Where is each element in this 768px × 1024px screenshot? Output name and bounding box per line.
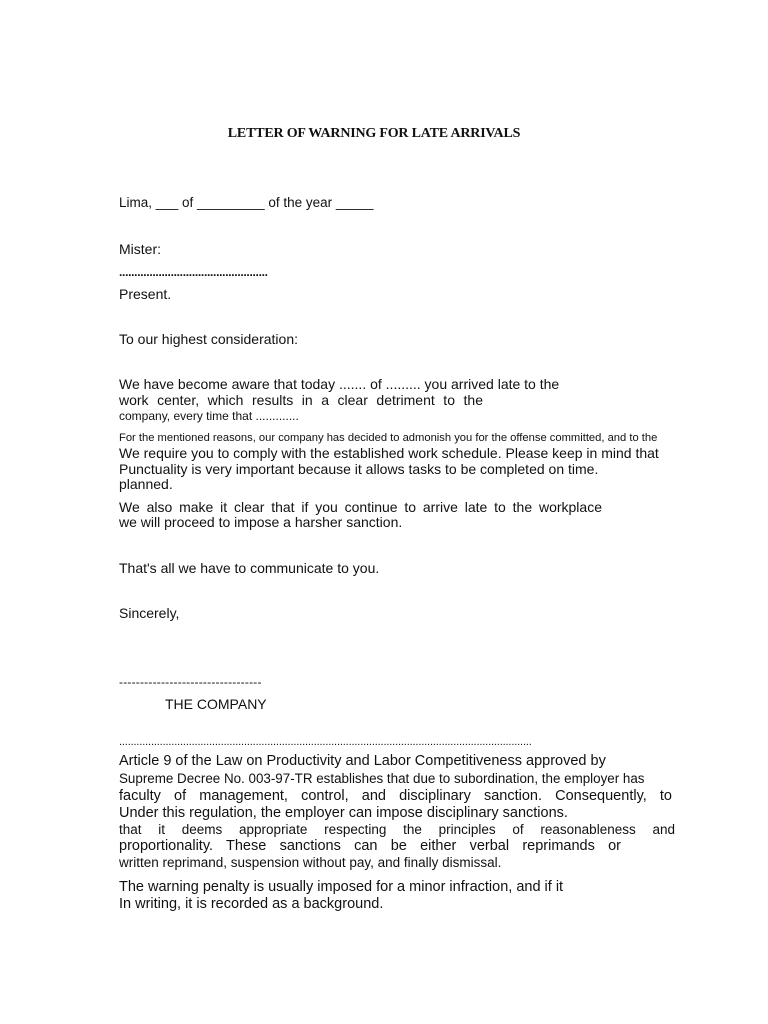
para1-line2: work center, which results in a clear detriment to the	[119, 392, 483, 408]
note1-line4: Under this regulation, the employer can impose disciplinary sanctions.	[119, 805, 568, 821]
para3-line1: We also make it clear that if you continue to arrive late to the workplace	[119, 499, 602, 515]
recipient-name-placeholder: .................................................	[119, 265, 268, 279]
note2-line2: In writing, it is recorded as a background.	[119, 896, 384, 912]
para2-line4: planned.	[119, 476, 173, 492]
greeting: To our highest consideration:	[119, 331, 298, 347]
para3-line2: we will proceed to impose a harsher sanction.	[119, 514, 403, 530]
note1-line2: Supreme Decree No. 003-97-TR establishes that due to subordination, the employer has	[119, 771, 645, 786]
note1-line6: proportionality. These sanctions can be either verbal reprimands or	[119, 838, 621, 854]
note2-line1: The warning penalty is usually imposed for a minor infraction, and if it	[119, 879, 564, 895]
note1-line1: Article 9 of the Law on Productivity and Labor Competitiveness approved by	[119, 753, 606, 769]
signatory: THE COMPANY	[165, 696, 267, 712]
para2-line2: We require you to comply with the established work schedule. Please keep in mind that	[119, 445, 659, 461]
note1-line5: that it deems appropriate respecting the principles of reasonableness and	[119, 822, 675, 837]
note1-line3: faculty of management, control, and disciplinary sanction. Consequently, to	[119, 788, 672, 804]
para2-line3: Punctuality is very important because it allows tasks to be completed on time.	[119, 461, 599, 477]
note1-line7: written reprimand, suspension without pay, and finally dismissal.	[119, 855, 502, 870]
present-line: Present.	[119, 286, 172, 302]
separator-dots: ..............................................................................................................................................	[119, 736, 532, 748]
para1-line1: We have become aware that today ....... of ......... you arrived late to the	[119, 376, 560, 392]
signature-line: ----------------------------------	[119, 675, 262, 689]
closing-statement: That's all we have to communicate to you.	[119, 560, 380, 576]
para2-line1: For the mentioned reasons, our company has decided to admonish you for the offense committed, and to the	[119, 432, 658, 444]
sign-off: Sincerely,	[119, 605, 180, 621]
date-line: Lima, ___ of _________ of the year _____	[119, 195, 374, 210]
salutation: Mister:	[119, 241, 161, 257]
document-title: LETTER OF WARNING FOR LATE ARRIVALS	[227, 126, 521, 141]
para1-line3: company, every time that .............	[119, 409, 299, 423]
